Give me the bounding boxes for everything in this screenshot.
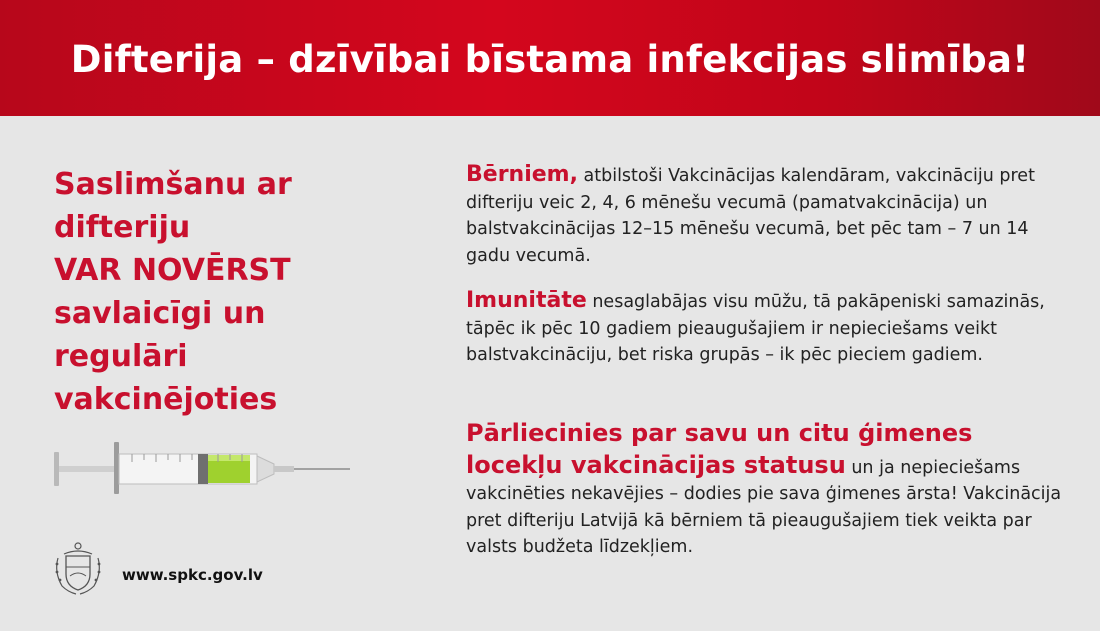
heading-line: difteriju <box>54 210 191 245</box>
left-heading <box>54 163 414 421</box>
paragraph-children <box>466 162 1076 269</box>
syringe-icon <box>52 440 352 496</box>
highlight-immunity: Imunitāte <box>466 288 587 313</box>
website-url[interactable]: www.spkc.gov.lv <box>122 566 263 584</box>
paragraph-text: atbilstoši Vakcinācijas kalendāram, vakcināciju pret difteriju veic 2, 4, 6 mēnešu vecumā (pamatvakcinācija) un balstvakcinācijas 12–15 mēnešu vecumā, bet pēc tam – 7 un 14 gadu vecumā. <box>466 166 1035 266</box>
header-banner <box>0 0 1100 116</box>
paragraph-text: un ja nepieciešams vakcinēties nekavējies – dodies pie sava ģimenes ārsta! Vakcinācija pret difteriju Latvijā kā bērniem tā pieaugušajiem tiek veikta par valsts budžeta līdzekļiem. <box>466 457 1062 557</box>
highlight-children: Bērniem, <box>466 162 578 187</box>
heading-line: Saslimšanu ar <box>54 167 292 202</box>
heading-line: savlaicīgi un <box>54 296 266 331</box>
page-title: Difterija – dzīvībai bīstama infekcijas slimība! <box>70 38 1030 81</box>
heading-line: vakcinējoties <box>54 382 278 417</box>
paragraph-immunity <box>466 288 1076 369</box>
heading-line: VAR NOVĒRST <box>54 253 291 288</box>
highlight-status: Pārliecinies par savu un citu ģimenes locekļu vakcinācijas statusu <box>466 419 973 479</box>
paragraph-status <box>466 418 1076 561</box>
paragraph-text: nesaglabājas visu mūžu, tā pakāpeniski samazinās, tāpēc ik pēc 10 gadiem pieaugušajiem ir nepieciešams veikt balstvakcināciju, bet riska grupās – ik pēc pieciem gadiem. <box>466 292 1045 365</box>
spkc-logo-icon <box>52 540 104 598</box>
heading-line: regulāri <box>54 339 188 374</box>
